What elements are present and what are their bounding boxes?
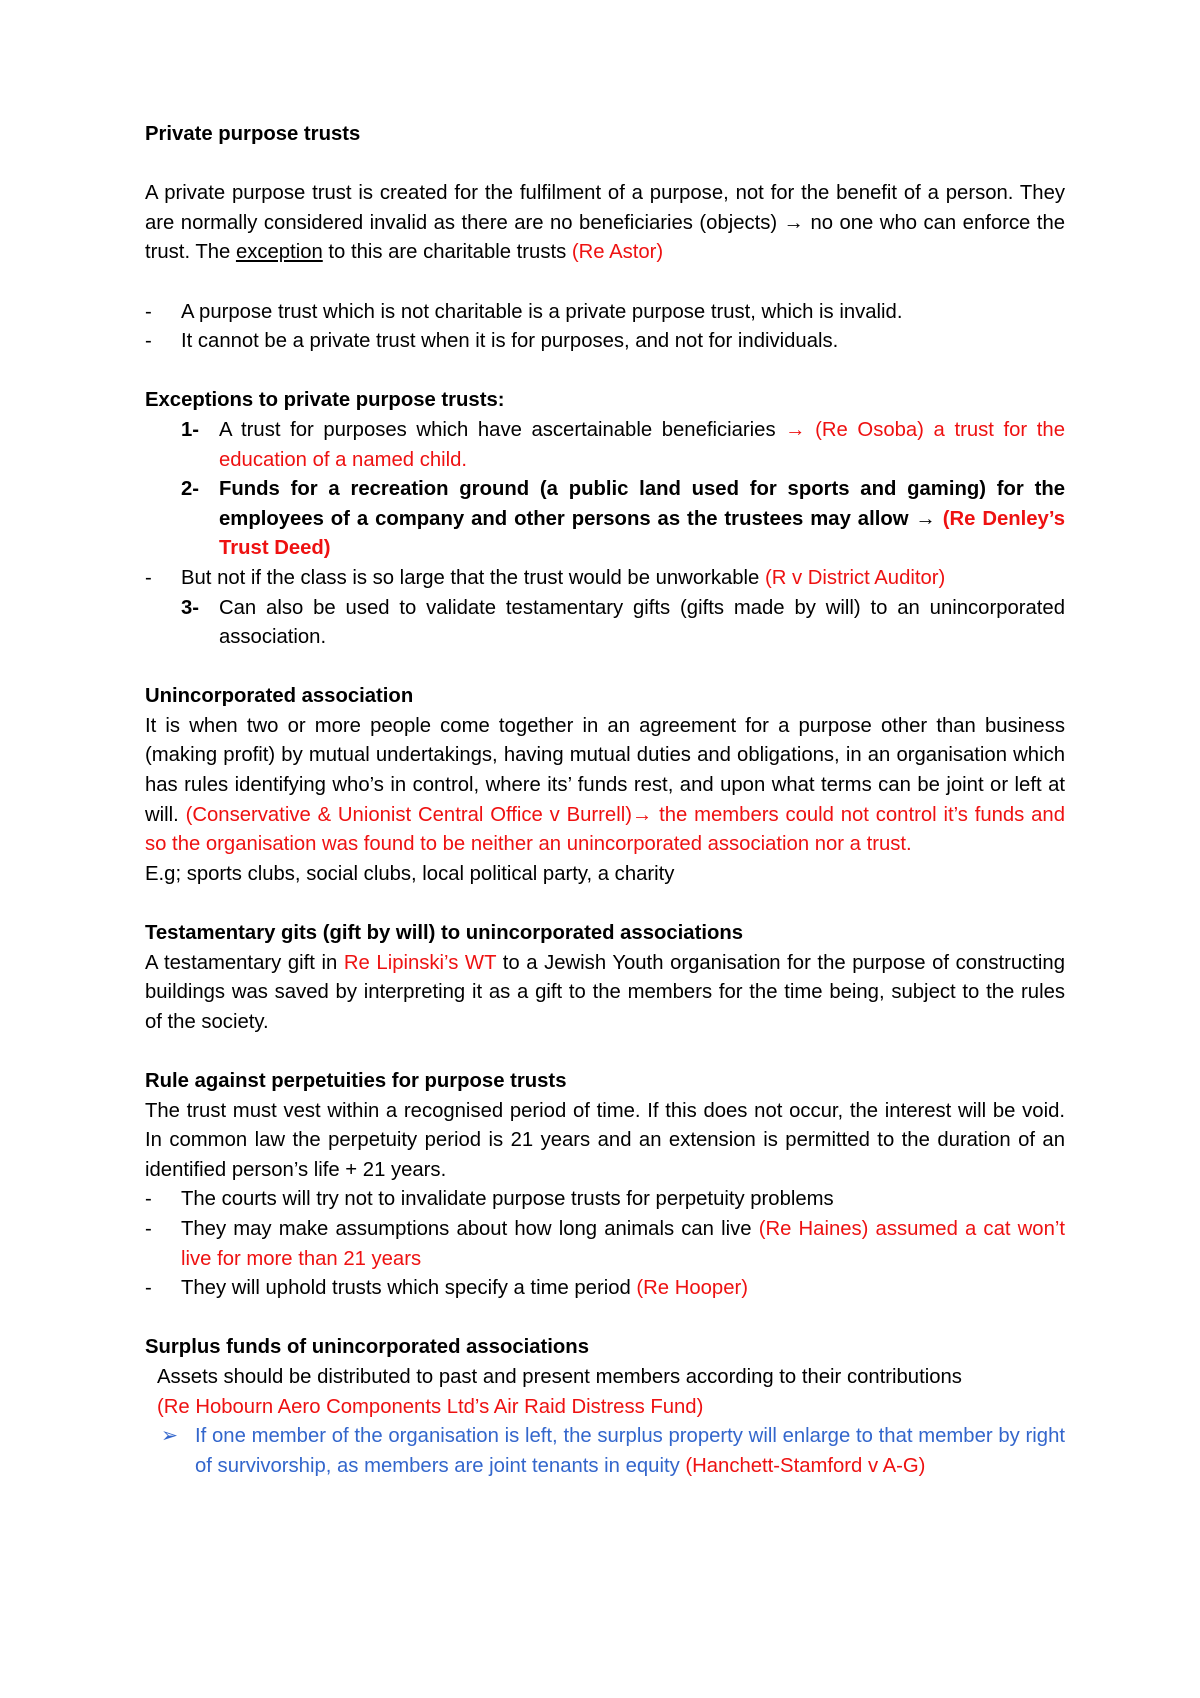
- case-citation: (Hanchett-Stamford v A-G): [685, 1454, 926, 1477]
- numbered-item-1: [145, 416, 1065, 475]
- number-marker: 2-: [181, 478, 200, 501]
- list-item: [145, 1215, 1065, 1274]
- case-note: the members could not control it’s funds and so the organisation was found to be neither an unincorporated association nor a trust.: [145, 803, 1065, 856]
- case-citation: (Re Osoba) a trust for the education of a named child.: [219, 418, 1065, 471]
- case-citation: (Re Astor): [571, 241, 664, 264]
- list-item-text: Funds for a recreation ground (a public land used for sports and gaming) for the employees of a company and other persons as the trustees may allow: [219, 478, 1065, 530]
- case-citation: (Re Haines) assumed a cat won’t live for more than 21 years: [181, 1217, 1065, 1270]
- text-run: It is when two or more people come together in an agreement for a purpose other than business (making profit) by mutual undertakings, having mutual duties and obligations, in an organisation which has rules identifying who’s in control, where its’ funds rest, and upon what terms can be joint or left at will.: [145, 714, 1065, 826]
- underlined-word: exception: [235, 241, 323, 264]
- list-item-text: They may make assumptions about how long animals can live: [181, 1217, 759, 1240]
- heading-private-purpose-trusts: Private purpose trusts: [145, 123, 361, 145]
- chevron-list-item: [145, 1422, 1065, 1481]
- list-item: [145, 1185, 1065, 1215]
- paragraph-private-purpose-definition: [145, 179, 1065, 268]
- text-run: A private purpose trust is created for the fulfilment of a purpose, not for the benefit of a person. They are normally considered invalid as there are no beneficiaries (objects): [145, 182, 1065, 234]
- paragraph-examples: E.g; sports clubs, social clubs, local political party, a charity: [145, 862, 675, 885]
- text-run: to a Jewish Youth organisation for the purpose of constructing buildings was saved by interpreting it as a gift to the members for the time being, subject to the rules of the society.: [145, 951, 1065, 1033]
- list-item-text: A trust for purposes which have ascertainable beneficiaries: [219, 418, 786, 441]
- paragraph-surplus-distribution: Assets should be distributed to past and present members according to their contributions: [157, 1365, 962, 1388]
- chevron-right-icon: ➢: [161, 1425, 178, 1448]
- number-marker: 1-: [181, 418, 200, 441]
- case-citation: (Re Hobourn Aero Components Ltd’s Air Raid Distress Fund): [157, 1395, 704, 1418]
- list-item: [145, 1274, 1065, 1304]
- numbered-item-3: [145, 594, 1065, 653]
- list-item-text: It cannot be a private trust when it is for purposes, and not for individuals.: [181, 330, 839, 353]
- document-page: [145, 120, 1065, 1481]
- paragraph-unincorporated-definition: [145, 712, 1065, 860]
- dash-marker: -: [145, 1277, 152, 1300]
- dash-marker: -: [145, 1217, 152, 1240]
- text-run: A testamentary gift in: [145, 951, 344, 974]
- text-run: no one who can enforce the trust. The: [145, 211, 1066, 264]
- dash-marker: -: [145, 566, 152, 589]
- heading-exceptions: Exceptions to private purpose trusts:: [145, 389, 505, 412]
- dash-marker: -: [145, 330, 152, 353]
- numbered-item-2: [145, 475, 1065, 564]
- list-item: [145, 298, 1065, 328]
- dash-marker: -: [145, 1188, 152, 1211]
- list-item-text: A purpose trust which is not charitable is a private purpose trust, which is invalid.: [181, 300, 903, 323]
- list-item-text: The courts will try not to invalidate purpose trusts for perpetuity problems: [181, 1188, 834, 1211]
- arrow-icon: →: [783, 211, 804, 234]
- list-item: [145, 327, 1065, 357]
- list-item-text: If one member of the organisation is left, the surplus property will enlarge to that member by right of survivorship, as members are joint tenants in equity: [195, 1425, 1065, 1477]
- case-citation: (Re Denley’s Trust Deed): [219, 507, 1065, 560]
- list-item-text: Can also be used to validate testamentary gifts (gifts made by will) to an unincorporated association.: [219, 596, 1065, 649]
- case-citation: (Conservative & Unionist Central Office v Burrell): [185, 803, 632, 826]
- dash-marker: -: [145, 300, 152, 323]
- list-item-text: They will uphold trusts which specify a time period: [181, 1277, 637, 1300]
- arrow-icon: →: [631, 803, 653, 826]
- list-item-text: But not if the class is so large that the trust would be unworkable: [181, 566, 765, 589]
- text-run: to this are charitable trusts: [322, 241, 572, 264]
- case-citation: Re Lipinski’s WT: [343, 951, 497, 974]
- heading-unincorporated-association: Unincorporated association: [145, 685, 414, 708]
- paragraph-testamentary-gift: [145, 949, 1065, 1038]
- heading-testamentary-gifts: Testamentary gits (gift by will) to unincorporated associations: [145, 922, 744, 945]
- list-item: [145, 564, 1065, 594]
- number-marker: 3-: [181, 596, 200, 619]
- paragraph-perpetuity-rule: The trust must vest within a recognised period of time. If this does not occur, the interest will be void. In common law the perpetuity period is 21 years and an extension is permitted to the duration of an identified person’s life + 21 years.: [145, 1099, 1065, 1181]
- heading-surplus-funds: Surplus funds of unincorporated associations: [145, 1336, 589, 1359]
- heading-rule-against-perpetuities: Rule against perpetuities for purpose trusts: [145, 1070, 567, 1092]
- arrow-icon: →: [915, 507, 936, 530]
- case-citation: (Re Hooper): [636, 1277, 748, 1300]
- arrow-icon: →: [785, 418, 806, 441]
- case-citation: (R v District Auditor): [764, 566, 946, 589]
